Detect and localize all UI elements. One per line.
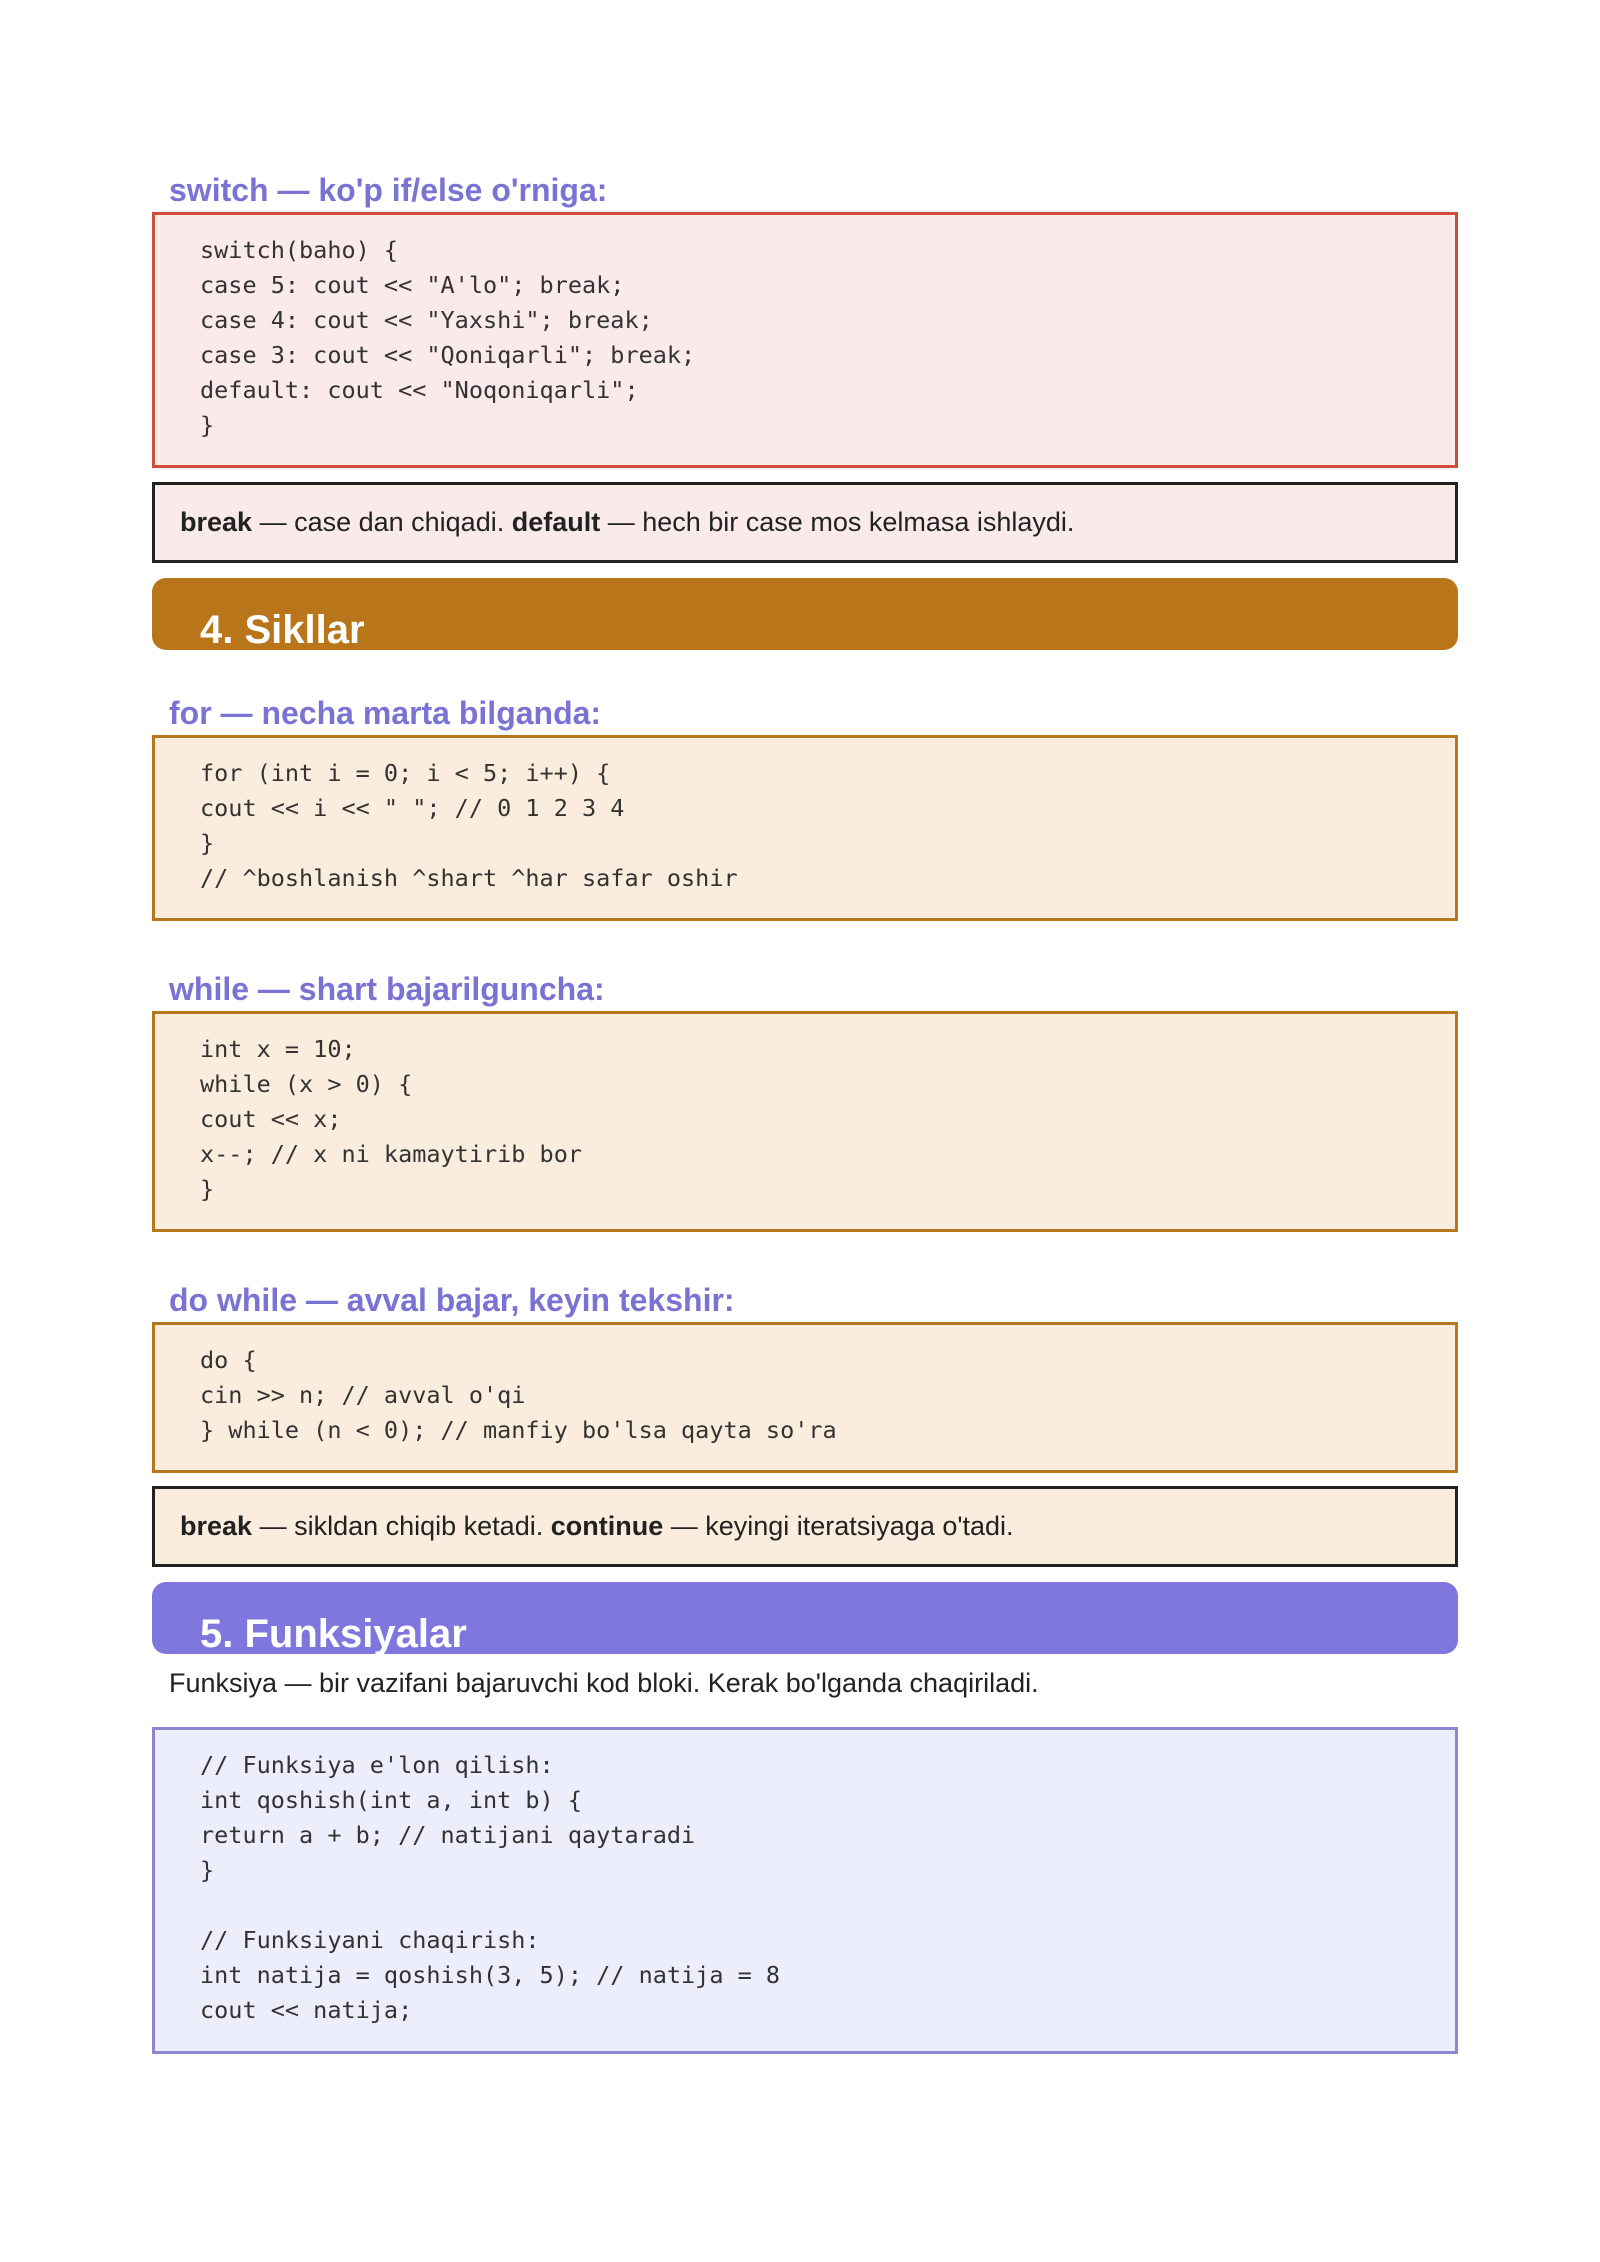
continue-keyword: continue (550, 1511, 664, 1541)
section-4-banner (152, 578, 1458, 650)
dowhile-code: do { cin >> n; // avval o'qi } while (n < 0); // manfiy bo'lsa qayta so'ra (200, 1346, 837, 1444)
while-heading: while — shart bajarilguncha: (169, 971, 605, 1007)
break-keyword: break (180, 1511, 253, 1541)
default-keyword: default (511, 507, 601, 537)
default-description: — hech bir case mos kelmasa ishlaydi. (600, 507, 1075, 537)
switch-note (152, 482, 1458, 563)
while-code-block (152, 1011, 1458, 1232)
function-code: // Funksiya e'lon qilish: int qoshish(int a, int b) { return a + b; // natijani qaytaradi } // Funksiyani chaqirish: int natija = qoshish(3, 5); // natija = 8 cout << natija; (200, 1751, 781, 2024)
break-keyword: break (180, 507, 253, 537)
section-5-banner (152, 1582, 1458, 1654)
section-5-title: 5. Funksiyalar (200, 1612, 467, 1654)
for-code: for (int i = 0; i < 5; i++) { cout << i << " "; // 0 1 2 3 4 } // ^boshlanish ^shart ^har safar oshir (200, 759, 738, 892)
function-code-block (152, 1727, 1458, 2054)
break-description: — case dan chiqadi. (252, 507, 512, 537)
continue-description: — keyingi iteratsiyaga o'tadi. (663, 1511, 1014, 1541)
dowhile-code-block (152, 1322, 1458, 1473)
switch-code-block (152, 212, 1458, 468)
for-code-block (152, 735, 1458, 921)
while-code: int x = 10; while (x > 0) { cout << x; x--; // x ni kamaytirib bor } (200, 1035, 583, 1203)
switch-code: switch(baho) { case 5: cout << "A'lo"; break; case 4: cout << "Yaxshi"; break; case 3: cout << "Qoniqarli"; break; default: cout << "Noqoniqarli"; } (200, 236, 696, 439)
dowhile-heading: do while — avval bajar, keyin tekshir: (169, 1282, 735, 1318)
switch-heading: switch — ko'p if/else o'rniga: (169, 172, 608, 208)
for-heading: for — necha marta bilganda: (169, 695, 602, 731)
section-5-intro: Funksiya — bir vazifani bajaruvchi kod bloki. Kerak bo'lganda chaqiriladi. (169, 1668, 1039, 1698)
break-description: — sikldan chiqib ketadi. (252, 1511, 551, 1541)
loop-note (152, 1486, 1458, 1567)
section-4-title: 4. Sikllar (200, 608, 365, 650)
